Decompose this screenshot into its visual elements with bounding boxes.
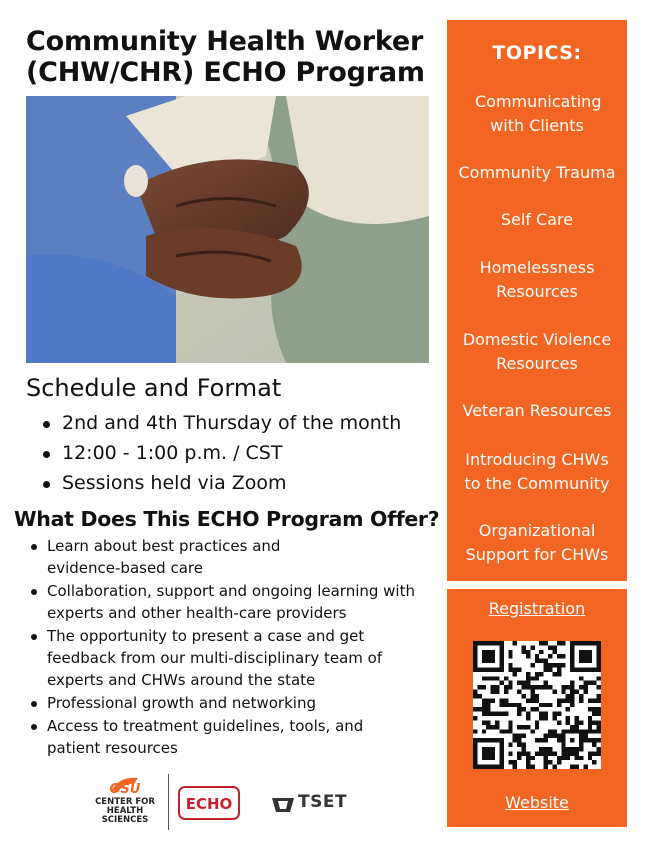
schedule-item: Sessions held via Zoom bbox=[40, 468, 401, 498]
offer-item: Learn about best practices and evidence-based care bbox=[30, 535, 300, 579]
offer-list bbox=[30, 535, 440, 760]
topic-item: Domestic Violence Resources bbox=[462, 330, 612, 373]
registration-qr-code[interactable] bbox=[473, 641, 601, 769]
holding-hands-photo bbox=[26, 96, 429, 363]
schedule-item: 12:00 - 1:00 p.m. / CST bbox=[40, 438, 401, 468]
schedule-list bbox=[40, 408, 401, 498]
osu-logo-text: CENTER FOR HEALTH SCIENCES bbox=[95, 797, 155, 825]
tset-logo-text: TSET bbox=[298, 792, 348, 812]
topic-item: Communicating with Clients bbox=[475, 92, 602, 135]
project-echo-logo bbox=[178, 786, 240, 820]
title-line-2: (CHW/CHR) ECHO Program bbox=[26, 57, 425, 88]
osu-chs-logo bbox=[90, 772, 160, 832]
topic-item: Homelessness Resources bbox=[479, 258, 595, 301]
topic-item: Community Trauma bbox=[458, 163, 616, 182]
offer-heading: What Does This ECHO Program Offer? bbox=[14, 507, 440, 531]
offer-item: Access to treatment guidelines, tools, and patient resources bbox=[30, 715, 410, 759]
offer-item: Collaboration, support and ongoing learning with experts and other health-care providers bbox=[30, 580, 425, 624]
tset-brand-icon bbox=[270, 794, 296, 814]
logo-divider bbox=[168, 774, 169, 830]
registration-link[interactable]: Registration bbox=[488, 599, 586, 618]
topic-item: Organizational Support for CHWs bbox=[465, 521, 609, 564]
schedule-item: 2nd and 4th Thursday of the month bbox=[40, 408, 401, 438]
svg-text:OSU: OSU bbox=[109, 782, 141, 797]
osu-brand-icon bbox=[90, 772, 160, 798]
registration-panel bbox=[447, 589, 627, 827]
schedule-heading: Schedule and Format bbox=[26, 374, 282, 402]
title-line-1: Community Health Worker bbox=[26, 26, 424, 57]
topics-heading: TOPICS: bbox=[492, 42, 582, 64]
website-link[interactable]: Website bbox=[505, 793, 569, 812]
offer-item: Professional growth and networking bbox=[30, 692, 440, 714]
partner-logos bbox=[90, 772, 390, 832]
topic-item: Self Care bbox=[500, 210, 574, 229]
topic-item: Veteran Resources bbox=[462, 401, 612, 420]
offer-item: The opportunity to present a case and get feedback from our multi-disciplinary team of experts and CHWs around the state bbox=[30, 625, 430, 691]
tset-logo bbox=[270, 792, 360, 814]
echo-logo-text: ECHO bbox=[185, 795, 233, 813]
topics-panel bbox=[447, 20, 627, 581]
page-title bbox=[26, 26, 436, 88]
topic-item: Introducing CHWs to the Community bbox=[464, 450, 610, 493]
